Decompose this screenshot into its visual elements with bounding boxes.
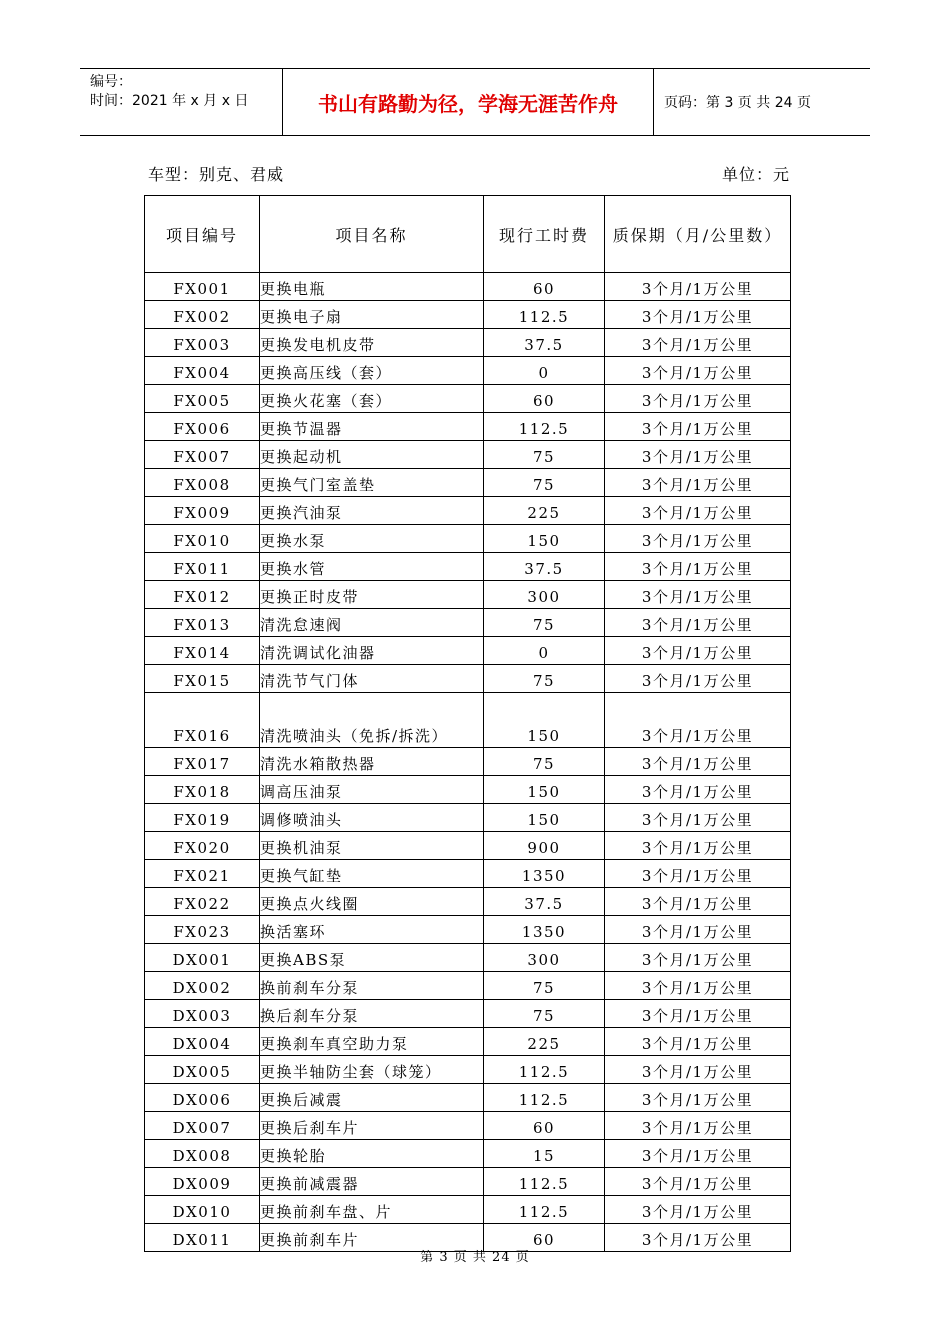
cell-fee: 225 [484, 497, 605, 525]
cell-warranty: 3个月/1万公里 [605, 609, 791, 637]
cell-fee: 112.5 [484, 1056, 605, 1084]
cell-fee: 300 [484, 581, 605, 609]
table-row [145, 329, 791, 357]
cell-fee: 60 [484, 1112, 605, 1140]
cell-code: FX011 [145, 553, 260, 581]
cell-code: DX010 [145, 1196, 260, 1224]
cell-code: DX002 [145, 972, 260, 1000]
cell-fee: 112.5 [484, 301, 605, 329]
cell-name: 清洗喷油头（免拆/拆洗） [260, 693, 484, 748]
table-row [145, 385, 791, 413]
cell-name: 换前刹车分泵 [260, 972, 484, 1000]
cell-code: FX003 [145, 329, 260, 357]
cell-code: FX002 [145, 301, 260, 329]
cell-name: 更换节温器 [260, 413, 484, 441]
cell-warranty: 3个月/1万公里 [605, 413, 791, 441]
cell-fee: 60 [484, 385, 605, 413]
cell-warranty: 3个月/1万公里 [605, 804, 791, 832]
cell-fee: 75 [484, 748, 605, 776]
table-caption [148, 162, 790, 184]
cell-warranty: 3个月/1万公里 [605, 497, 791, 525]
header-motto: 书山有路勤为径，学海无涯苦作舟 [282, 69, 654, 135]
cell-fee: 75 [484, 609, 605, 637]
cell-code: FX022 [145, 888, 260, 916]
table-row [145, 301, 791, 329]
cell-name: 更换机油泵 [260, 832, 484, 860]
cell-warranty: 3个月/1万公里 [605, 860, 791, 888]
cell-code: FX010 [145, 525, 260, 553]
cell-fee: 1350 [484, 860, 605, 888]
cell-fee: 37.5 [484, 553, 605, 581]
document-date: 时间：2021 年 x 月 x 日 [90, 93, 249, 109]
table-body [145, 273, 791, 1252]
cell-code: FX023 [145, 916, 260, 944]
cell-code: DX008 [145, 1140, 260, 1168]
cell-name: 清洗怠速阀 [260, 609, 484, 637]
cell-fee: 112.5 [484, 1084, 605, 1112]
document-number-label: 编号： [90, 74, 132, 90]
cell-warranty: 3个月/1万公里 [605, 553, 791, 581]
cell-fee: 75 [484, 972, 605, 1000]
cell-code: DX007 [145, 1112, 260, 1140]
cell-name: 换活塞环 [260, 916, 484, 944]
table-row [145, 860, 791, 888]
cell-name: 更换后刹车片 [260, 1112, 484, 1140]
table-row [145, 609, 791, 637]
cell-warranty: 3个月/1万公里 [605, 888, 791, 916]
cell-fee: 150 [484, 804, 605, 832]
cell-name: 更换电瓶 [260, 273, 484, 301]
cell-code: DX009 [145, 1168, 260, 1196]
cell-warranty: 3个月/1万公里 [605, 944, 791, 972]
cell-fee: 0 [484, 637, 605, 665]
cell-name: 换后刹车分泵 [260, 1000, 484, 1028]
cell-name: 更换火花塞（套） [260, 385, 484, 413]
cell-fee: 60 [484, 1224, 605, 1252]
cell-name: 更换ABS泵 [260, 944, 484, 972]
cell-name: 清洗节气门体 [260, 665, 484, 693]
cell-warranty: 3个月/1万公里 [605, 1056, 791, 1084]
cell-name: 更换刹车真空助力泵 [260, 1028, 484, 1056]
cell-code: FX007 [145, 441, 260, 469]
table-row [145, 665, 791, 693]
table-row [145, 916, 791, 944]
cell-code: FX001 [145, 273, 260, 301]
cell-name: 调高压油泵 [260, 776, 484, 804]
cell-fee: 150 [484, 776, 605, 804]
table-row [145, 804, 791, 832]
cell-code: FX020 [145, 832, 260, 860]
cell-fee: 37.5 [484, 329, 605, 357]
cell-code: FX018 [145, 776, 260, 804]
cell-name: 清洗水箱散热器 [260, 748, 484, 776]
table-row [145, 1084, 791, 1112]
cell-name: 更换电子扇 [260, 301, 484, 329]
cell-warranty: 3个月/1万公里 [605, 916, 791, 944]
cell-name: 更换起动机 [260, 441, 484, 469]
table-row [145, 1168, 791, 1196]
vehicle-model: 车型：别克、君威 [148, 165, 285, 184]
header-meta [80, 69, 282, 135]
header-page-info: 页码：第 3 页 共 24 页 [664, 95, 811, 111]
cell-warranty: 3个月/1万公里 [605, 637, 791, 665]
cell-name: 更换点火线圈 [260, 888, 484, 916]
cell-fee: 75 [484, 469, 605, 497]
cell-code: DX003 [145, 1000, 260, 1028]
cell-fee: 112.5 [484, 1168, 605, 1196]
cell-name: 调修喷油头 [260, 804, 484, 832]
cell-warranty: 3个月/1万公里 [605, 441, 791, 469]
cell-name: 更换气缸垫 [260, 860, 484, 888]
cell-warranty: 3个月/1万公里 [605, 1028, 791, 1056]
cell-warranty: 3个月/1万公里 [605, 581, 791, 609]
table-row [145, 357, 791, 385]
cell-name: 更换高压线（套） [260, 357, 484, 385]
cell-warranty: 3个月/1万公里 [605, 301, 791, 329]
currency-unit: 单位：元 [721, 165, 790, 184]
cell-name: 更换前减震器 [260, 1168, 484, 1196]
table-row [145, 469, 791, 497]
cell-code: FX019 [145, 804, 260, 832]
table-row [145, 748, 791, 776]
cell-name: 清洗调试化油器 [260, 637, 484, 665]
column-header-fee: 现行工时费 [484, 196, 605, 273]
cell-warranty: 3个月/1万公里 [605, 832, 791, 860]
cell-warranty: 3个月/1万公里 [605, 357, 791, 385]
cell-fee: 37.5 [484, 888, 605, 916]
table-row [145, 497, 791, 525]
cell-code: FX014 [145, 637, 260, 665]
cell-code: FX021 [145, 860, 260, 888]
cell-warranty: 3个月/1万公里 [605, 776, 791, 804]
cell-fee: 150 [484, 693, 605, 748]
cell-code: FX004 [145, 357, 260, 385]
cell-fee: 225 [484, 1028, 605, 1056]
service-price-table [144, 195, 791, 1252]
cell-warranty: 3个月/1万公里 [605, 693, 791, 748]
cell-name: 更换发电机皮带 [260, 329, 484, 357]
page-header [80, 68, 870, 136]
table-row [145, 553, 791, 581]
table-row [145, 441, 791, 469]
cell-fee: 60 [484, 273, 605, 301]
cell-name: 更换水泵 [260, 525, 484, 553]
cell-warranty: 3个月/1万公里 [605, 1112, 791, 1140]
cell-code: DX011 [145, 1224, 260, 1252]
cell-fee: 900 [484, 832, 605, 860]
cell-code: DX005 [145, 1056, 260, 1084]
table-row [145, 832, 791, 860]
cell-name: 更换汽油泵 [260, 497, 484, 525]
cell-warranty: 3个月/1万公里 [605, 1084, 791, 1112]
column-header-warranty: 质保期（月/公里数） [605, 196, 791, 273]
cell-warranty: 3个月/1万公里 [605, 1224, 791, 1252]
cell-fee: 75 [484, 1000, 605, 1028]
cell-name: 更换轮胎 [260, 1140, 484, 1168]
column-header-name: 项目名称 [260, 196, 484, 273]
cell-code: FX016 [145, 693, 260, 748]
table-row [145, 972, 791, 1000]
table-row [145, 581, 791, 609]
table-row [145, 1140, 791, 1168]
cell-code: FX017 [145, 748, 260, 776]
cell-name: 更换前刹车片 [260, 1224, 484, 1252]
cell-warranty: 3个月/1万公里 [605, 1000, 791, 1028]
table-row [145, 693, 791, 748]
table-row [145, 1196, 791, 1224]
page-footer: 第 3 页 共 24 页 [420, 1250, 530, 1265]
cell-warranty: 3个月/1万公里 [605, 329, 791, 357]
cell-fee: 75 [484, 441, 605, 469]
cell-name: 更换正时皮带 [260, 581, 484, 609]
table-row [145, 273, 791, 301]
cell-warranty: 3个月/1万公里 [605, 1196, 791, 1224]
cell-warranty: 3个月/1万公里 [605, 748, 791, 776]
cell-warranty: 3个月/1万公里 [605, 469, 791, 497]
cell-code: FX006 [145, 413, 260, 441]
table-row [145, 1056, 791, 1084]
cell-code: FX012 [145, 581, 260, 609]
cell-name: 更换半轴防尘套（球笼） [260, 1056, 484, 1084]
cell-code: FX009 [145, 497, 260, 525]
cell-fee: 0 [484, 357, 605, 385]
table-row [145, 776, 791, 804]
table-row [145, 525, 791, 553]
cell-code: FX013 [145, 609, 260, 637]
cell-warranty: 3个月/1万公里 [605, 1140, 791, 1168]
table-row [145, 1028, 791, 1056]
table-row [145, 1000, 791, 1028]
cell-name: 更换水管 [260, 553, 484, 581]
cell-code: DX001 [145, 944, 260, 972]
cell-fee: 150 [484, 525, 605, 553]
cell-warranty: 3个月/1万公里 [605, 972, 791, 1000]
column-header-code: 项目编号 [145, 196, 260, 273]
cell-warranty: 3个月/1万公里 [605, 385, 791, 413]
table-header-row [145, 196, 791, 273]
cell-code: DX004 [145, 1028, 260, 1056]
cell-code: FX008 [145, 469, 260, 497]
cell-fee: 15 [484, 1140, 605, 1168]
cell-fee: 75 [484, 665, 605, 693]
cell-warranty: 3个月/1万公里 [605, 1168, 791, 1196]
cell-fee: 112.5 [484, 413, 605, 441]
cell-code: DX006 [145, 1084, 260, 1112]
cell-name: 更换后减震 [260, 1084, 484, 1112]
cell-fee: 300 [484, 944, 605, 972]
cell-warranty: 3个月/1万公里 [605, 273, 791, 301]
cell-name: 更换前刹车盘、片 [260, 1196, 484, 1224]
cell-name: 更换气门室盖垫 [260, 469, 484, 497]
cell-fee: 112.5 [484, 1196, 605, 1224]
cell-warranty: 3个月/1万公里 [605, 525, 791, 553]
table-row [145, 413, 791, 441]
cell-code: FX015 [145, 665, 260, 693]
cell-fee: 1350 [484, 916, 605, 944]
cell-warranty: 3个月/1万公里 [605, 665, 791, 693]
table-row [145, 1112, 791, 1140]
table-row [145, 944, 791, 972]
table-row [145, 637, 791, 665]
cell-code: FX005 [145, 385, 260, 413]
table-row [145, 888, 791, 916]
